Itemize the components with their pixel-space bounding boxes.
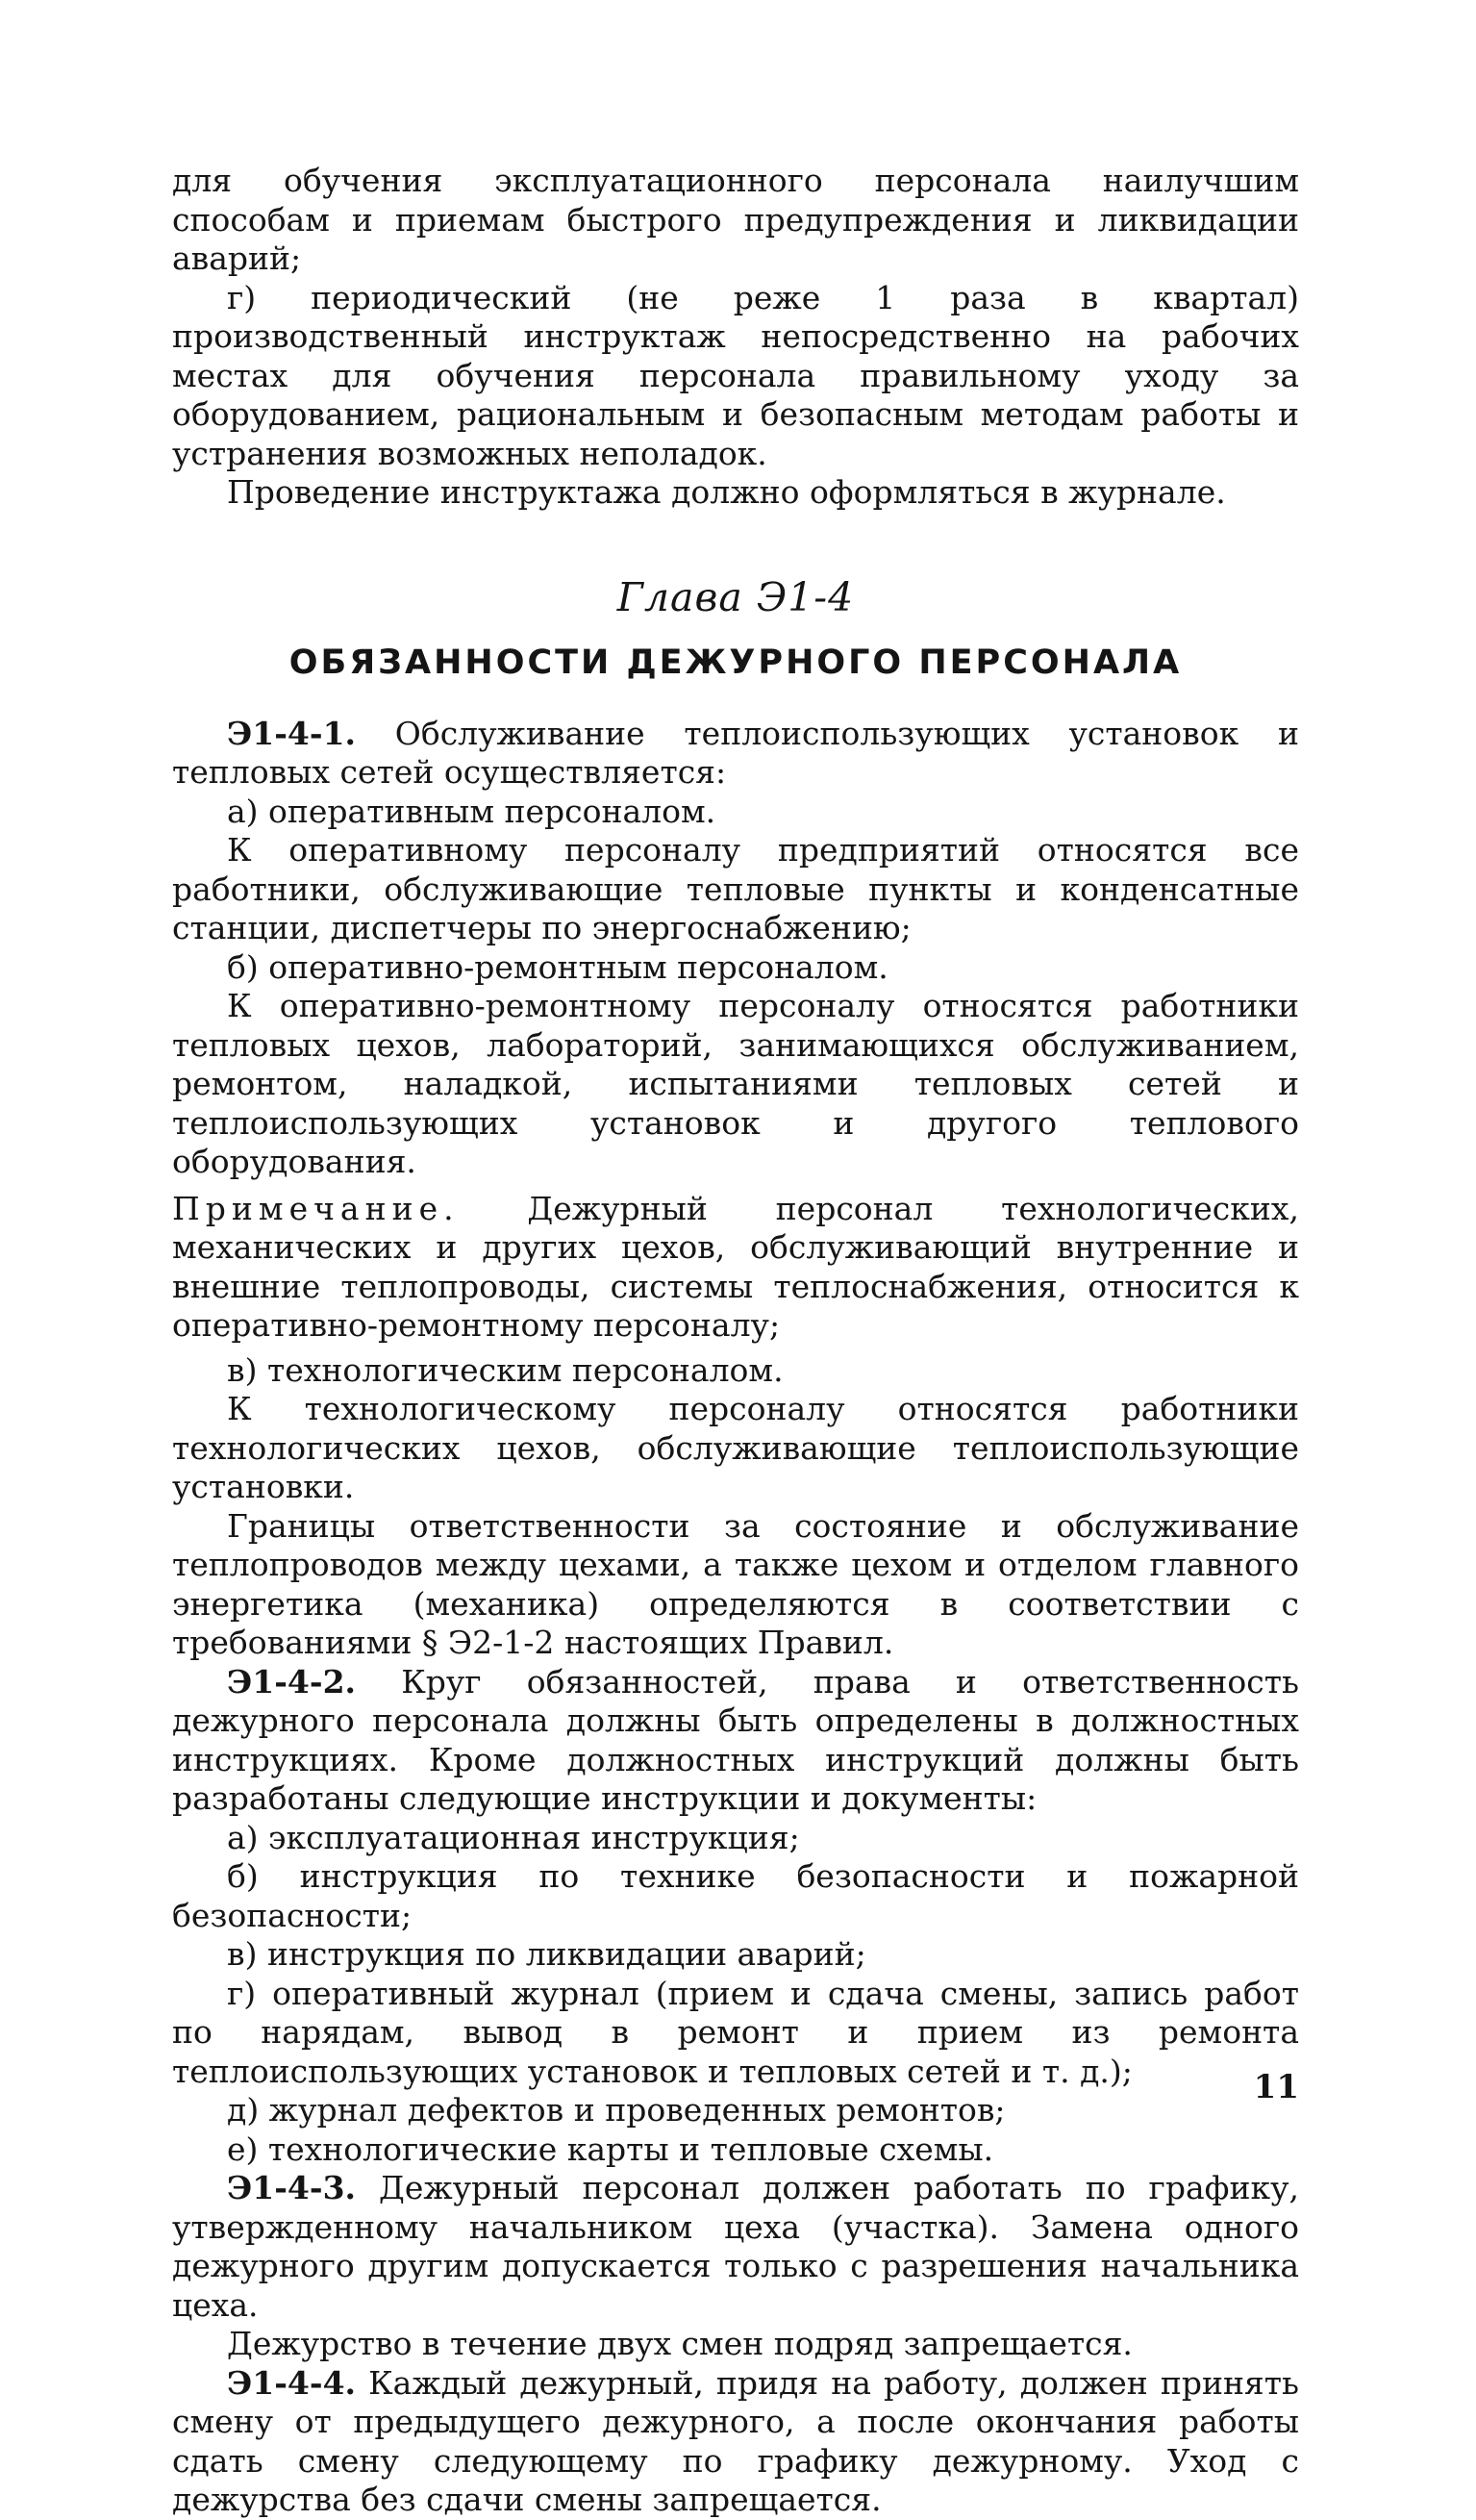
note-text: Дежурный персонал технологических, механических и других цехов, обслуживающий внутренние и внешние теплопроводы, системы теплоснабжения, относится к оперативно-ремонтному персоналу; bbox=[172, 1189, 1299, 1344]
section-number: Э1-4-4. bbox=[227, 2363, 357, 2402]
list-item: е) технологические карты и тепловые схемы. bbox=[227, 2129, 994, 2168]
section-text: Каждый дежурный, придя на работу, должен принять смену от предыдущего дежурного, а после окончания работы сдать смену следующему по графику дежурному. Уход с дежурства без сдачи смены запрещается. bbox=[172, 2363, 1299, 2518]
section-e1-4-3 bbox=[172, 2169, 1299, 2325]
list-item: в) инструкция по ликвидации аварий; bbox=[227, 1935, 866, 1973]
section-e1-4-4 bbox=[172, 2364, 1299, 2520]
note-label: Примечание. bbox=[172, 1189, 460, 1227]
section-number: Э1-4-2. bbox=[227, 1662, 357, 1701]
list-item-b-description: К оперативно-ремонтному персоналу относятся работники тепловых цехов, лабораторий, занимающихся обслуживанием, ремонтом, наладкой, испытаниями тепловых сетей и теплоиспользующих установок и другого теплового оборудования. bbox=[172, 987, 1299, 1180]
list-item: б) инструкция по технике безопасности и пожарной безопасности; bbox=[172, 1857, 1299, 1934]
list-item-v: в) технологическим персоналом. bbox=[227, 1350, 784, 1389]
section-number: Э1-4-3. bbox=[227, 2169, 357, 2206]
section-number: Э1-4-1. bbox=[227, 714, 357, 752]
list-item-v-description: К технологическому персоналу относятся работники технологических цехов, обслуживающие теплоиспользующие установки. bbox=[172, 1390, 1299, 1505]
intro-paragraph-3: Проведение инструктажа должно оформляться в журнале. bbox=[227, 473, 1226, 511]
list-item-a: а) оперативным персоналом. bbox=[227, 792, 716, 830]
list-item-b: б) оперативно-ремонтным персоналом. bbox=[227, 947, 888, 986]
list-item: г) оперативный журнал (прием и сдача смены, запись работ по нарядам, вывод в ремонт и прием из ремонта теплоиспользующих установок и тепловых сетей и т. д.); bbox=[172, 1974, 1299, 2090]
section-e1-4-3-extra: Дежурство в течение двух смен подряд запрещается. bbox=[227, 2325, 1133, 2362]
section-e1-4-1 bbox=[172, 715, 1299, 793]
list-item: д) журнал дефектов и проведенных ремонтов; bbox=[227, 2091, 1006, 2129]
section-text: Дежурный персонал должен работать по графику, утвержденному начальником цеха (участка). Замена одного дежурного другим допускается только с разрешения начальника цеха. bbox=[172, 2169, 1299, 2324]
chapter-label: Глава Э1-4 bbox=[616, 573, 855, 620]
section-text: Обслуживание теплоиспользующих установок и тепловых сетей осуществляется: bbox=[172, 714, 1299, 791]
chapter-title: ОБЯЗАННОСТИ ДЕЖУРНОГО ПЕРСОНАЛА bbox=[288, 643, 1183, 682]
page-body bbox=[172, 162, 1299, 2520]
intro-paragraph-1: для обучения эксплуатационного персонала наилучшим способам и приемам быстрого предупреждения и ликвидации аварий; bbox=[172, 162, 1299, 277]
responsibility-boundaries: Границы ответственности за состояние и обслуживание теплопроводов между цехами, а также цехом и отделом главного энергетика (механика) определяются в соответствии с требованиями § Э2-1-2 настоящих Правил. bbox=[172, 1506, 1299, 1661]
section-e1-4-2 bbox=[172, 1663, 1299, 1819]
note-block bbox=[172, 1190, 1299, 1346]
intro-paragraph-2: г) периодический (не реже 1 раза в квартал) производственный инструктаж непосредственно на рабочих местах для обучения персонала правильному уходу за оборудованием, рациональным и безопасным методам работы и устранения возможных неполадок. bbox=[172, 278, 1299, 472]
list-item-a-description: К оперативному персоналу предприятий относятся все работники, обслуживающие тепловые пункты и конденсатные станции, диспетчеры по энергоснабжению; bbox=[172, 831, 1299, 946]
list-item: а) эксплуатационная инструкция; bbox=[227, 1818, 800, 1856]
page-number: 11 bbox=[1253, 2068, 1299, 2106]
section-text: Круг обязанностей, права и ответственность дежурного персонала должны быть определены в должностных инструкциях. Кроме должностных инструкций должны быть разработаны следующие инструкции и документы: bbox=[172, 1662, 1299, 1817]
